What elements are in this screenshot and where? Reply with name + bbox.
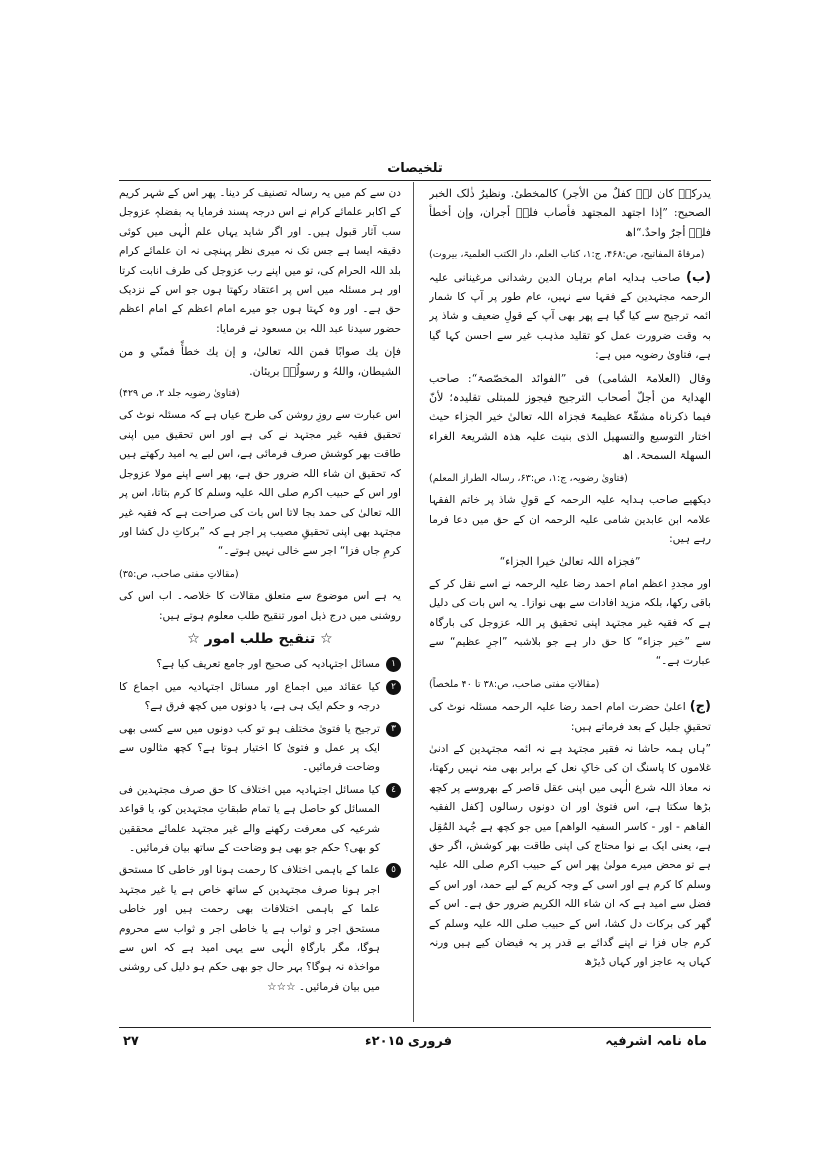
paragraph: اور مجددِ اعظم امام احمد رضا علیہ الرحمہ نے اسے نقل کر کے باقی رکھا، بلکہ مزید افادات سے بھی نوازا۔ یہ اس بات کی دلیل ہے کہ فقیہ غیر مجتہد اپنی تحقیق پر اللہ عزوجل کی بارگاہ سے ”خیر جزاء“ کا حق دار ہے جو بلاشبہ ”اجرِ عظیم“ سے عبارت ہے۔“ [429, 577, 711, 668]
section-heading: ☆ تنقیح طلب امور ☆ [187, 630, 333, 647]
question-item [119, 720, 401, 778]
left-column [119, 184, 401, 1022]
page-footer [119, 1034, 711, 1056]
section-c-marker: (ج) [689, 699, 711, 715]
question-item [119, 678, 401, 717]
question-text: مسائل اجتہادیہ کی صحیح اور جامع تعریف کیا ہے؟ [156, 658, 380, 671]
question-item [119, 781, 401, 859]
paragraph: یہ ہے اس موضوع سے متعلق مقالات کا خلاصہ۔ اب اس کی روشنی میں درج ذیل امور تنقیح طلب معلوم ہوتے ہیں: [119, 590, 401, 622]
arabic-quote: وقال (العلامۃ الشامی) فی ”الفوائد المخصّصۃ“: صاحب الھدایۃ من أجلّ أصحاب الترجیح فیجوز للمبتلی تقلیدہ؛ لأنّ فیما ذکرناہ مشقّۃً عظیمۃً فجزاہ اللہ تعالیٰ خیر الجزاء حیث اختار التوسیع والتسھیل الذی بنیت علیہ ھذہ الشریعۃ الغراء السھلۃ السمحۃ. اھ [429, 371, 711, 463]
right-column [429, 184, 711, 1022]
question-text: کیا مسائل اجتہادیہ میں اختلاف کا حق صرف مجتہدین فی المسائل کو حاصل ہے یا تمام طبقاتِ مجتہدین کو، یا قواعد شرعیہ کی معرفت رکھنے والے غیر مجتہد علمائے محققین کو بھی؟ حکم جو بھی ہو وضاحت کے ساتھ بیان فرمائیں۔ [119, 783, 380, 854]
section-b-text: صاحب ہدایہ امام برہان الدین رشدانی مرغینانی علیہ الرحمہ مجتہدین کے فقہا سے نہیں، عام طور پر آپ کا شمار ائمہ ترجیح سے کیا گیا ہے پھر بھی آپ کے قولِ ضعیف و شاذ پر بہ وقت ضرورت عمل کو تقلید مذہب غیر سے احسن کہا گیا ہے، فتاویٰ رضویہ میں ہے: [429, 271, 711, 362]
question-number: ٢ [386, 680, 401, 695]
citation: (مقالاتِ مفتی صاحب، ص:۳۵) [119, 568, 239, 580]
citation: (مرقاۃ المفاتیح، ص:۴۶۸، ج:۱، کتاب العلم، دار الکتب العلمیۃ، بیروت) [429, 249, 705, 261]
magazine-name: ماہ نامہ اشرفیہ [605, 1034, 707, 1049]
question-item [119, 861, 401, 997]
question-number: ٥ [386, 863, 401, 878]
citation: (فتاویٰ رضویہ، ج:۱، ص:۶۳، رسالہ الطراز المعلم) [429, 472, 628, 484]
page-number: ۲۷ [123, 1034, 139, 1049]
header-rule [119, 180, 711, 181]
question-item [119, 655, 401, 674]
question-text: ترجیح یا فتویٰ مختلف ہو تو کب دونوں میں سے کسی بھی ایک پر عمل و فتویٰ کا اختیار ہوتا ہے؟ کچھ مثالوں سے وضاحت فرمائیں۔ [119, 722, 380, 774]
question-text: علما کے باہمی اختلاف کا رحمت ہونا اور خاطی کا مستحق اجر ہونا صرف مجتہدین کے ساتھ خاص ہے یا غیر مجتہد علما کے باہمی اختلافات بھی رحمت ہیں اور خاطی مستحق اجر و ثواب ہے یا خاطی اجر و ثواب سے محروم ہوگا، مگر بارگاہِ الٰہی سے یہی امید ہے کہ اس سے مواخذہ نہ ہوگا؟ بہر حال جو بھی حکم ہو دلیل کی روشنی میں بیان فرمائیں۔ ☆☆☆ [119, 864, 380, 993]
citation: (مقالاتِ مفتی صاحب، ص:۳۸ تا ۴۰ ملخصاً) [429, 678, 600, 690]
section-b-marker: (ب) [686, 269, 711, 285]
section-b [429, 268, 711, 366]
quotation: ”ہاں ہمہ حاشا نہ فقیر مجتہد ہے نہ ائمہ مجتہدین کے ادنیٰ غلاموں کا پاسنگ ان کی خاکِ نعل کے برابر بھی منہ نہیں رکھتا، نہ معاذ اللہ شرع الٰہی میں اپنی عقل قاصر کے بھروسے پر کچھ بڑھا سکتا ہے، اس فتویٰ اور ان دونوں رسالوں [کفل الفقیہ الفاھم - اور - کاسر السفیہ الواھم] میں جو کچھ ہے جُہد المُقِل ہے، یعنی ایک بے نوا محتاج کی اپنی طاقت بھر کوشش، اگر حق ہے تو محض میرے مولیٰ پھر اس کے حبیب اکرم صلی اللہ علیہ وسلم کا کرم ہے اور اسی کے وجہ کریم کے لیے حمد، اور اس کے فضل سے امید ہے کہ ان شاء اللہ الکریم ضرور حق ہے۔ اس کے گھر کی برکات دل کشا، اس کے حبیب صلی اللہ علیہ وسلم کے کرم جاں فزا نے اپنے گدائے بے قدر پر یہ فیضان کیے ہیں ورنہ کہاں یہ عاجز اور کہاں ڈیڑھ [429, 742, 711, 969]
question-text: کیا عقائد میں اجماع اور مسائل اجتہادیہ میں اجماع کا درجہ و حکم ایک ہی ہے، یا دونوں میں کچھ فرق ہے؟ [119, 680, 380, 713]
section-c [429, 697, 711, 737]
citation: (فتاویٰ رضویہ جلد ۲، ص ۴۲۹) [119, 388, 240, 400]
arabic-quote: فإن یك صوابًا فمن اللہ تعالیٰ، و إن یك خطأً فمنّي و من الشیطان، واللہُ و رسولُہٗ بریئان. [119, 345, 401, 378]
running-header: تلخیصات [387, 161, 443, 176]
arabic-hadith-text: یدرکہٗ کان لہٗ کفلٌ من الأجر) کالمخطیٔ. ونظیرُ ذٰلک الخبر الصحیح: ”إذا اجتھد المجتھد فأصاب فلہٗ أجران، وإن أخطأ فلہٗ أجرٌ واحدٌ.“اھ [429, 187, 711, 239]
issue-date: فروری ۲۰۱۵ء [365, 1034, 453, 1049]
question-number: ١ [386, 657, 401, 672]
paragraph: دیکھیے صاحب ہدایہ علیہ الرحمہ کے قولِ شاذ پر خاتم الفقہا علامہ ابن عابدین شامی علیہ الرحمہ ان کے حق میں دعا فرما رہے ہیں: [429, 494, 711, 545]
column-divider [413, 182, 414, 1022]
arabic-dua: ”فجزاہ اللہ تعالیٰ خیرا الجزاء“ [499, 555, 641, 569]
section-c-text: اعلیٰ حضرت امام احمد رضا علیہ الرحمہ مسئلہ نوٹ کی تحقیقِ جلیل کے بعد فرماتے ہیں: [429, 701, 711, 733]
question-number: ٤ [386, 783, 401, 798]
paragraph: دن سے کم میں یہ رسالہ تصنیف کر دینا۔ پھر اس کے شہر کریم کے اکابر علمائے کرام نے اس درجہ پسند فرمایا یہ بفضلہٖ عزوجل سب آثار قبول ہیں۔ اور اگر شاید یہاں علم الٰہی میں کوئی دقیقہ ایسا ہے جس تک نہ میری نظر پہنچی نہ ان علمائے کرام بلد اللہ الحرام کی، تو میں اپنے رب عزوجل کی طرف انابت کرتا اور ہر مسئلہ میں اس پر اعتقاد رکھتا ہوں جو اس کے نزدیک حق ہے۔ اور وہ کہتا ہوں جو میرے امام اعظم کے امام اعظم حضور سیدنا عبد اللہ بن مسعود نے فرمایا: [119, 187, 401, 335]
paragraph: اس عبارت سے روزِ روشن کی طرح عیاں ہے کہ مسئلہ نوٹ کی تحقیق فقیہ غیر مجتہد نے کی ہے اور اس تحقیق میں اپنی طاقت بھر کوشش صرف فرمائی ہے، اس لیے یہ امید رکھتے ہیں کہ تحقیق ان شاء اللہ ضرور حق ہے، پھر اسے اپنے مولا عزوجل اور اس کے حبیب اکرم صلی اللہ علیہ وسلم کا کرم بتاتا، اس پر اللہ تعالیٰ کی حمد بجا لاتا اس بات کی صراحت ہے کہ فقیہ غیر مجتہد بھی اپنی تحقیقِ مصیب پر اجر ہے کہ ”برکاتِ دل کشا اور کرمِ جاں فزا“ اجر سے خالی نہیں ہوتے۔“ [119, 409, 401, 558]
footer-rule [119, 1027, 711, 1028]
question-number: ٣ [386, 722, 401, 737]
